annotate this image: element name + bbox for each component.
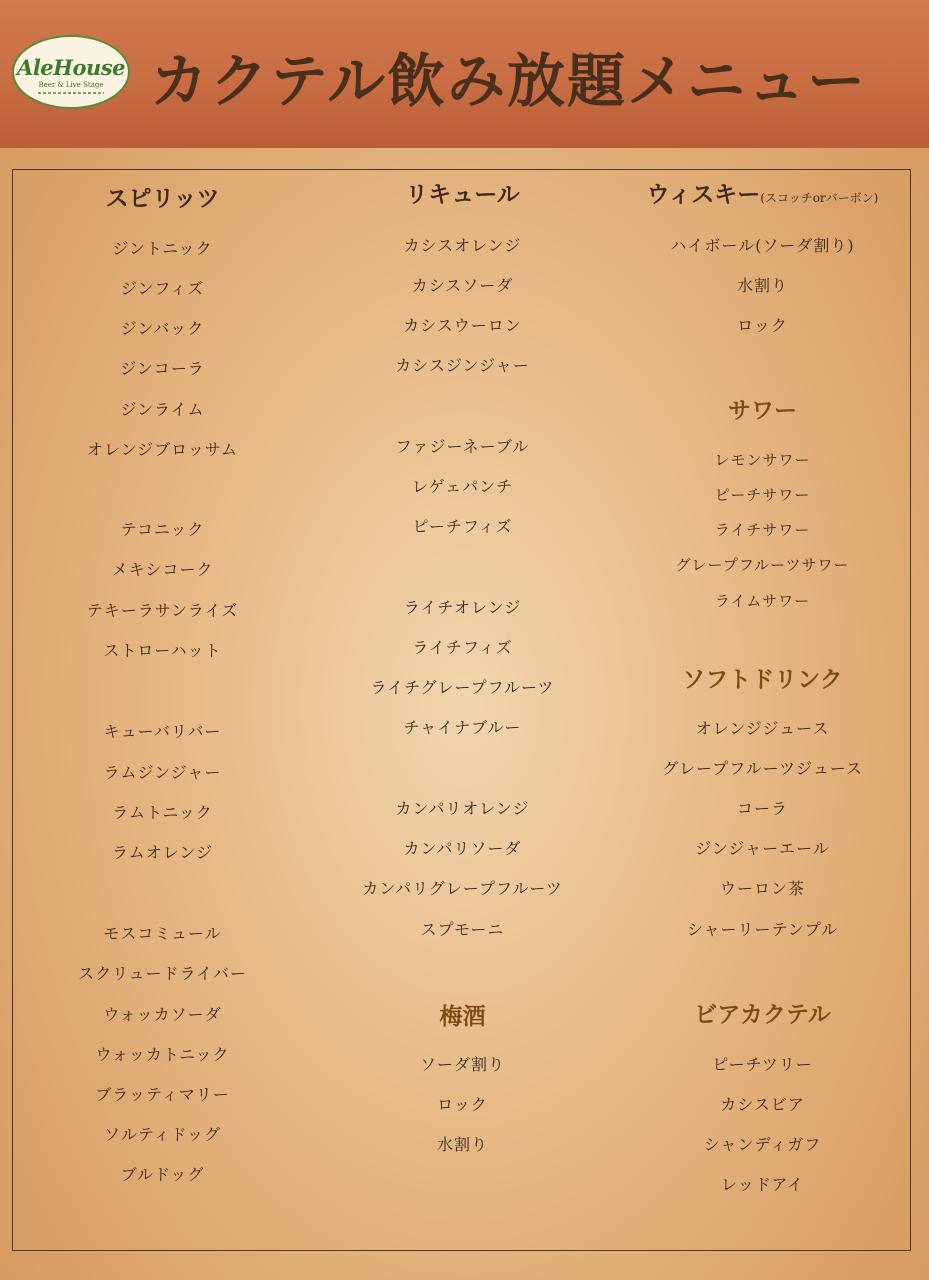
beer-cocktail-heading: ビアカクテル — [694, 1001, 831, 1028]
list-item: カシスソーダ — [411, 276, 514, 295]
whisky-heading-note: (スコッチorバーボン) — [760, 191, 879, 205]
logo-decoration — [38, 92, 104, 94]
list-item: オレンジブロッサム — [86, 440, 239, 459]
list-item: ファジーネーブル — [395, 437, 530, 456]
list-item: ラムジンジャー — [103, 763, 222, 782]
list-item: テコニック — [120, 520, 205, 539]
list-item: ピーチツリー — [712, 1055, 813, 1074]
page-title: カクテル飲み放題メニュー — [150, 47, 868, 115]
list-item: レッドアイ — [721, 1175, 804, 1194]
list-item: シャーリーテンプル — [686, 920, 839, 939]
sour-heading: サワー — [728, 397, 797, 424]
list-item: ラムオレンジ — [111, 843, 214, 862]
list-item: ジントニック — [112, 239, 213, 258]
list-item: スプモーニ — [420, 920, 505, 939]
list-item: ウーロン茶 — [719, 879, 805, 898]
list-item: ライチグレープフルーツ — [370, 678, 555, 697]
list-item: ピーチサワー — [714, 486, 811, 504]
list-item: ジンコーラ — [120, 359, 205, 378]
logo-name: AleHouse — [17, 55, 125, 80]
alehouse-logo — [12, 35, 130, 109]
list-item: ライチオレンジ — [403, 598, 522, 617]
list-item: ウォッカトニック — [95, 1045, 230, 1064]
list-item: グレープフルーツサワー — [675, 556, 850, 574]
list-item: ピーチフィズ — [412, 517, 513, 536]
list-item: カシスオレンジ — [403, 236, 522, 255]
list-item: ロック — [737, 316, 788, 335]
list-item: ライチフィズ — [412, 638, 513, 657]
list-item: ハイボール(ソーダ割り) — [670, 236, 855, 255]
list-item: ソーダ割り — [419, 1055, 505, 1074]
list-item: カンパリソーダ — [403, 839, 522, 858]
list-item: コーラ — [736, 799, 788, 818]
list-item: ブラッティマリー — [95, 1085, 230, 1104]
list-item: ロック — [437, 1095, 488, 1114]
list-item: ジンジャーエール — [695, 839, 830, 858]
logo-subtitle: Beer & Live Stage — [38, 81, 104, 89]
spirits-heading: スピリッツ — [105, 185, 220, 212]
list-item: ジンバック — [120, 319, 205, 338]
list-item: オレンジジュース — [695, 719, 830, 738]
list-item: ライムサワー — [714, 592, 811, 610]
whisky-heading — [613, 176, 912, 209]
list-item: カシスジンジャー — [395, 356, 530, 375]
list-item: 水割り — [736, 276, 788, 295]
liqueur-heading: リキュール — [405, 181, 520, 208]
header-banner — [0, 0, 929, 148]
list-item: カシスビア — [720, 1095, 805, 1114]
list-item: ウォッカソーダ — [103, 1005, 222, 1024]
list-item: テキーラサンライズ — [86, 601, 239, 620]
list-item: カシスウーロン — [403, 316, 522, 335]
umeshu-heading: 梅酒 — [439, 1003, 486, 1030]
list-item: モスコミュール — [103, 924, 222, 943]
list-item: ソルティドッグ — [103, 1125, 222, 1144]
list-item: スクリュードライバー — [78, 964, 247, 983]
list-item: キューバリバー — [103, 722, 222, 741]
list-item: シャンディガフ — [703, 1135, 822, 1154]
list-item: ブルドッグ — [120, 1165, 205, 1184]
menu-frame — [12, 169, 911, 1251]
list-item: ライチサワー — [714, 521, 811, 539]
list-item: チャイナブルー — [403, 718, 522, 737]
list-item: 水割り — [436, 1135, 488, 1154]
list-item: カンパリオレンジ — [395, 799, 530, 818]
list-item: ストローハット — [103, 641, 222, 660]
list-item: レゲェパンチ — [411, 477, 514, 496]
list-item: ジンライム — [120, 400, 205, 419]
list-item: ラムトニック — [112, 803, 213, 822]
list-item: グレープフルーツジュース — [662, 759, 863, 778]
whisky-heading-text: ウィスキー — [646, 181, 761, 208]
soft-drink-heading: ソフトドリンク — [682, 666, 843, 693]
list-item: カンパリグレープフルーツ — [362, 879, 563, 898]
list-item: レモンサワー — [714, 451, 811, 469]
list-item: メキシコーク — [111, 560, 214, 579]
list-item: ジンフィズ — [120, 279, 205, 298]
